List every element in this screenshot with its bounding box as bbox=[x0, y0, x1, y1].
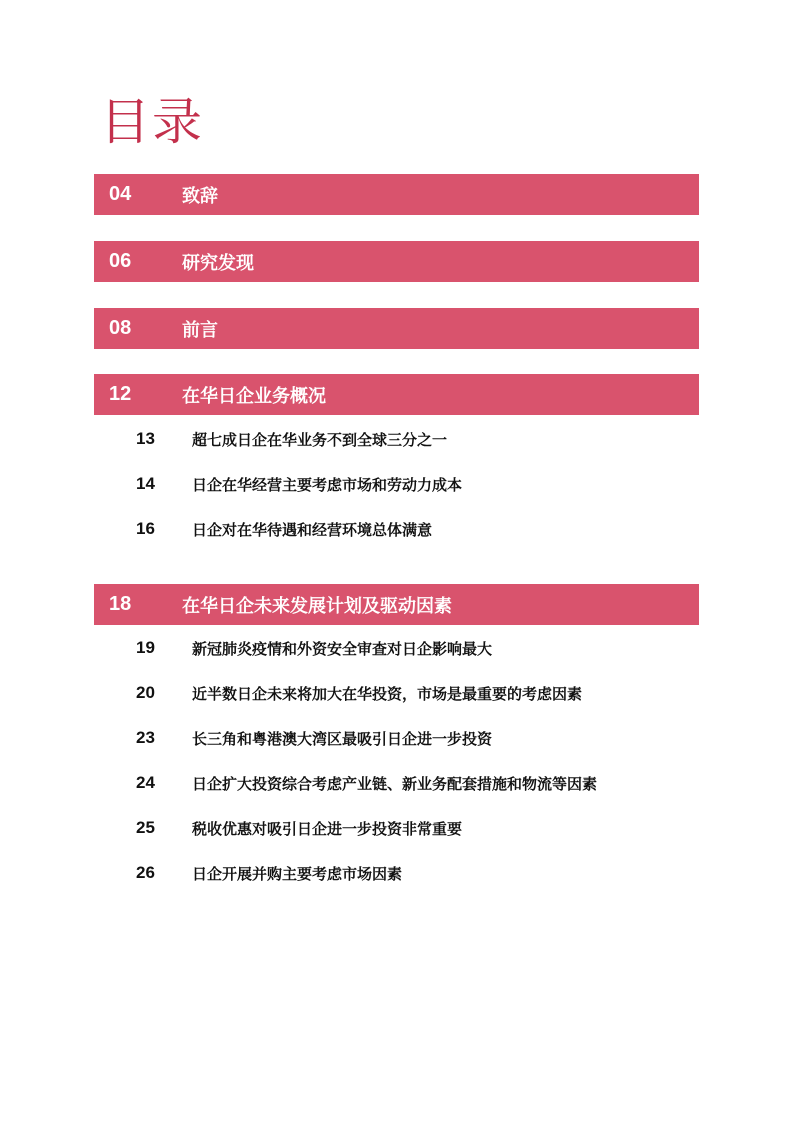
toc-section-04[interactable] bbox=[94, 174, 699, 215]
page-title: 目录 bbox=[100, 93, 204, 151]
subitem-number: 24 bbox=[136, 773, 155, 792]
subitem-label: 税收优惠对吸引日企进一步投资非常重要 bbox=[192, 820, 463, 838]
subitem-number: 13 bbox=[136, 429, 155, 448]
subitem-label: 近半数日企未来将加大在华投资，市场是最重要的考虑因素 bbox=[192, 685, 583, 703]
section-number: 04 bbox=[109, 183, 132, 205]
toc-section-12[interactable] bbox=[94, 374, 699, 415]
subitem-number: 25 bbox=[136, 818, 155, 837]
toc-subitem-13[interactable] bbox=[94, 426, 699, 454]
section-number: 18 bbox=[109, 593, 132, 615]
subitem-number: 19 bbox=[136, 638, 155, 657]
subitem-label: 日企在华经营主要考虑市场和劳动力成本 bbox=[192, 476, 463, 494]
section-label: 前言 bbox=[182, 319, 218, 341]
subitem-label: 超七成日企在华业务不到全球三分之一 bbox=[192, 431, 448, 449]
subitem-label: 日企开展并购主要考虑市场因素 bbox=[192, 865, 403, 883]
section-label: 致辞 bbox=[182, 185, 218, 207]
toc-subitem-23[interactable] bbox=[94, 725, 699, 753]
toc-section-06[interactable] bbox=[94, 241, 699, 282]
subitem-label: 新冠肺炎疫情和外资安全审查对日企影响最大 bbox=[192, 640, 493, 658]
toc-section-08[interactable] bbox=[94, 308, 699, 349]
toc-subitem-14[interactable] bbox=[94, 471, 699, 499]
subitem-number: 23 bbox=[136, 728, 155, 747]
toc-subitem-16[interactable] bbox=[94, 516, 699, 544]
toc-subitem-20[interactable] bbox=[94, 680, 699, 708]
subitem-label: 日企扩大投资综合考虑产业链、新业务配套措施和物流等因素 bbox=[192, 775, 598, 793]
toc-subitem-26[interactable] bbox=[94, 860, 699, 888]
toc-section-18[interactable] bbox=[94, 584, 699, 625]
toc-subitem-25[interactable] bbox=[94, 815, 699, 843]
subitem-number: 16 bbox=[136, 519, 155, 538]
subitem-number: 26 bbox=[136, 863, 155, 882]
subitem-number: 20 bbox=[136, 683, 155, 702]
subitem-label: 长三角和粤港澳大湾区最吸引日企进一步投资 bbox=[192, 730, 493, 748]
subitem-number: 14 bbox=[136, 474, 155, 493]
section-number: 12 bbox=[109, 383, 132, 405]
toc-subitem-24[interactable] bbox=[94, 770, 699, 798]
subitem-label: 日企对在华待遇和经营环境总体满意 bbox=[192, 521, 433, 539]
section-label: 在华日企未来发展计划及驱动因素 bbox=[182, 595, 452, 617]
section-label: 在华日企业务概况 bbox=[182, 385, 326, 407]
toc-subitem-19[interactable] bbox=[94, 635, 699, 663]
section-label: 研究发现 bbox=[182, 252, 254, 274]
section-number: 06 bbox=[109, 250, 132, 272]
section-number: 08 bbox=[109, 317, 132, 339]
